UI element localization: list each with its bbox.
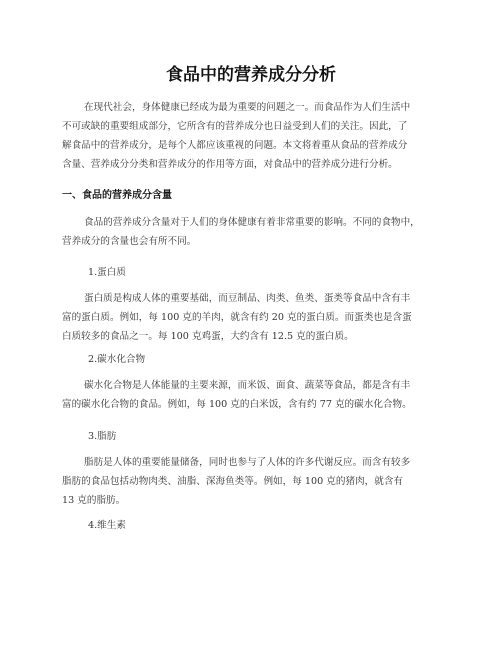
item-label-fat: 3.脂肪 — [88, 431, 117, 442]
text-line: 蛋白质是构成人体的重要基础，而豆制品、肉类、鱼类、蛋类等食品中含有丰 — [84, 293, 411, 304]
text-line: 脂肪的食品包括动物肉类、油脂、深海鱼类等。例如，每 100 克的猪肉，就含有 — [62, 476, 404, 487]
text-line: 不可或缺的重要组成部分，它所含有的营养成分也日益受到人们的关注。因此，了 — [62, 121, 408, 132]
item-paragraph-carbohydrate — [62, 376, 442, 414]
item-paragraph-protein — [62, 289, 442, 346]
item-label-carbohydrate: 2.碳水化合物 — [88, 354, 146, 365]
text-line: 白质较多的食品之一。每 100 克鸡蛋，大约含有 12.5 克的蛋白质。 — [62, 331, 354, 342]
page-title: 食品中的营养成分分析 — [166, 65, 336, 85]
text-line: 脂肪是人体的重要能量储备，同时也参与了人体的许多代谢反应。而含有较多 — [84, 457, 411, 468]
section-heading: 一、食品的营养成分含量 — [62, 190, 172, 201]
item-label-protein: 1.蛋白质 — [88, 267, 126, 278]
text-line: 食品的营养成分含量对于人们的身体健康有着非常重要的影响。不同的食物中， — [84, 217, 420, 228]
item-label-vitamin: 4.维生素 — [88, 520, 126, 531]
text-line: 碳水化合物是人体能量的主要来源，而米饭、面食、蔬菜等食品，都是含有丰 — [84, 380, 411, 391]
text-line: 富的蛋白质。例如，每 100 克的羊肉，就含有约 20 克的蛋白质。而蛋类也是含蛋 — [62, 312, 412, 323]
text-line: 13 克的脂肪。 — [62, 495, 126, 506]
text-line: 含量、营养成分分类和营养成分的作用等方面，对食品中的营养成分进行分析。 — [62, 159, 398, 170]
intro-paragraph — [62, 98, 442, 174]
text-line: 营养成分的含量也会有所不同。 — [62, 236, 197, 247]
text-line: 富的碳水化合物的食品。例如，每 100 克的白米饭，含有约 77 克的碳水化合物。 — [62, 399, 412, 410]
item-paragraph-fat — [62, 453, 442, 510]
text-line: 解食品中的营养成分，是每个人都应该重视的问题。本文将着重从食品的营养成分 — [62, 140, 408, 151]
text-line: 在现代社会，身体健康已经成为最为重要的问题之一。而食品作为人们生活中 — [84, 102, 411, 113]
section-intro-paragraph — [62, 213, 442, 251]
